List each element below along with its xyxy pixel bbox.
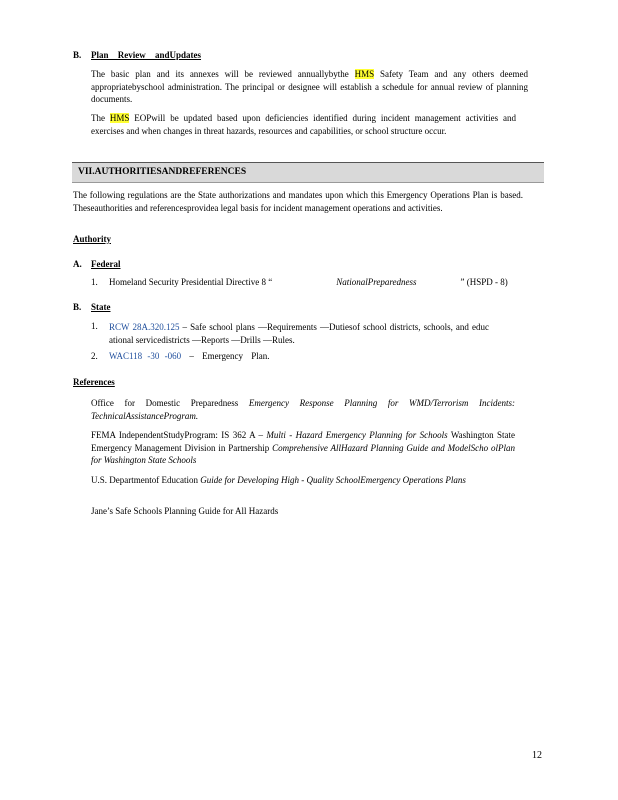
reference-item-3 [91,474,515,487]
state-item-1 [109,321,489,346]
ref2-italic-2: Comprehensive AllHazard Planning Guide and ModelScho olPlan for Washington State Schools [91,442,516,466]
ref3-italic: Guide for Developing High - Quality SchoolEmergency Operations Plans [200,475,466,485]
ref2-text: FEMA IndependentStudyProgram: IS 362 A – [91,430,267,440]
state-letter: B. [73,302,82,312]
para1-text-pre: The basic plan and its annexes will be reviewed annuallybythe [91,69,355,79]
state-item-1-number: 1. [91,321,98,331]
plan-review-paragraph-1 [91,68,528,106]
state-item-2 [109,351,270,361]
state-item-2-number: 2. [91,351,98,361]
plan-review-paragraph-2 [91,112,516,137]
para1-highlight-hms: HMS [354,69,375,79]
reference-item-1 [91,397,515,422]
para1-text-post: Safety Team and any others deemed appropriatebyschool administration. The principal or designee will establish a schedule for annual review of planning documents. [91,69,528,105]
section-b-letter: B. [73,50,82,60]
para2-text-pre: The [91,113,110,123]
state-title: State [91,302,111,312]
ref2-italic: Multi - Hazard Emergency Planning for Schools [266,430,448,440]
ref2-text-mid: Washington State Emergency Management Division in Partnership [91,430,515,453]
rcw-link[interactable]: RCW 28A.320.125 [109,322,180,332]
rcw-description: – Safe school plans —Requirements —Dutiesof school districts, schools, and educ ational servicedistricts —Reports —Drills —Rules. [109,322,490,345]
section-vii-banner [72,162,544,183]
page-number: 12 [532,750,542,761]
hspd-suffix: ” (HSPD - 8) [460,277,508,287]
section-b-title: Plan Review andUpdates [91,50,202,60]
wac-description: – Emergency Plan. [181,351,270,361]
federal-item-1-number: 1. [91,277,98,287]
section-vii-title: VII.AUTHORITIESANDREFERENCES [78,167,247,177]
ref1-text: Office for Domestic Preparedness [91,398,249,408]
federal-letter: A. [73,259,82,269]
reference-item-2 [91,429,515,467]
hspd-italic-title: NationalPreparedness [336,277,417,287]
federal-item-1 [109,277,509,287]
wac-link[interactable]: WAC118 -30 -060 [109,351,182,361]
hspd-text: Homeland Security Presidential Directive 8 “ [109,277,273,287]
references-heading: References [73,377,115,387]
authorities-intro-paragraph: The following regulations are the State authorizations and mandates upon which this Emergency Operations Plan is based. Theseauthorities and referencesprovidea legal basis for incident management operations and activities. [73,190,523,213]
authority-heading: Authority [73,234,111,244]
federal-title: Federal [91,259,121,269]
reference-item-4: Jane’s Safe Schools Planning Guide for All Hazards [91,506,279,516]
ref3-text: U.S. Departmentof Education [91,475,201,485]
ref1-italic: Emergency Response Planning for WMD/Terrorism Incidents: TechnicalAssistanceProgram. [91,398,515,421]
para2-highlight-hms: HMS [109,113,130,123]
para2-text-post: EOPwill be updated based upon deficiencies identified during incident management activities and exercises and when changes in threat hazards, resources and capabilities, or school structure occur. [91,113,516,136]
